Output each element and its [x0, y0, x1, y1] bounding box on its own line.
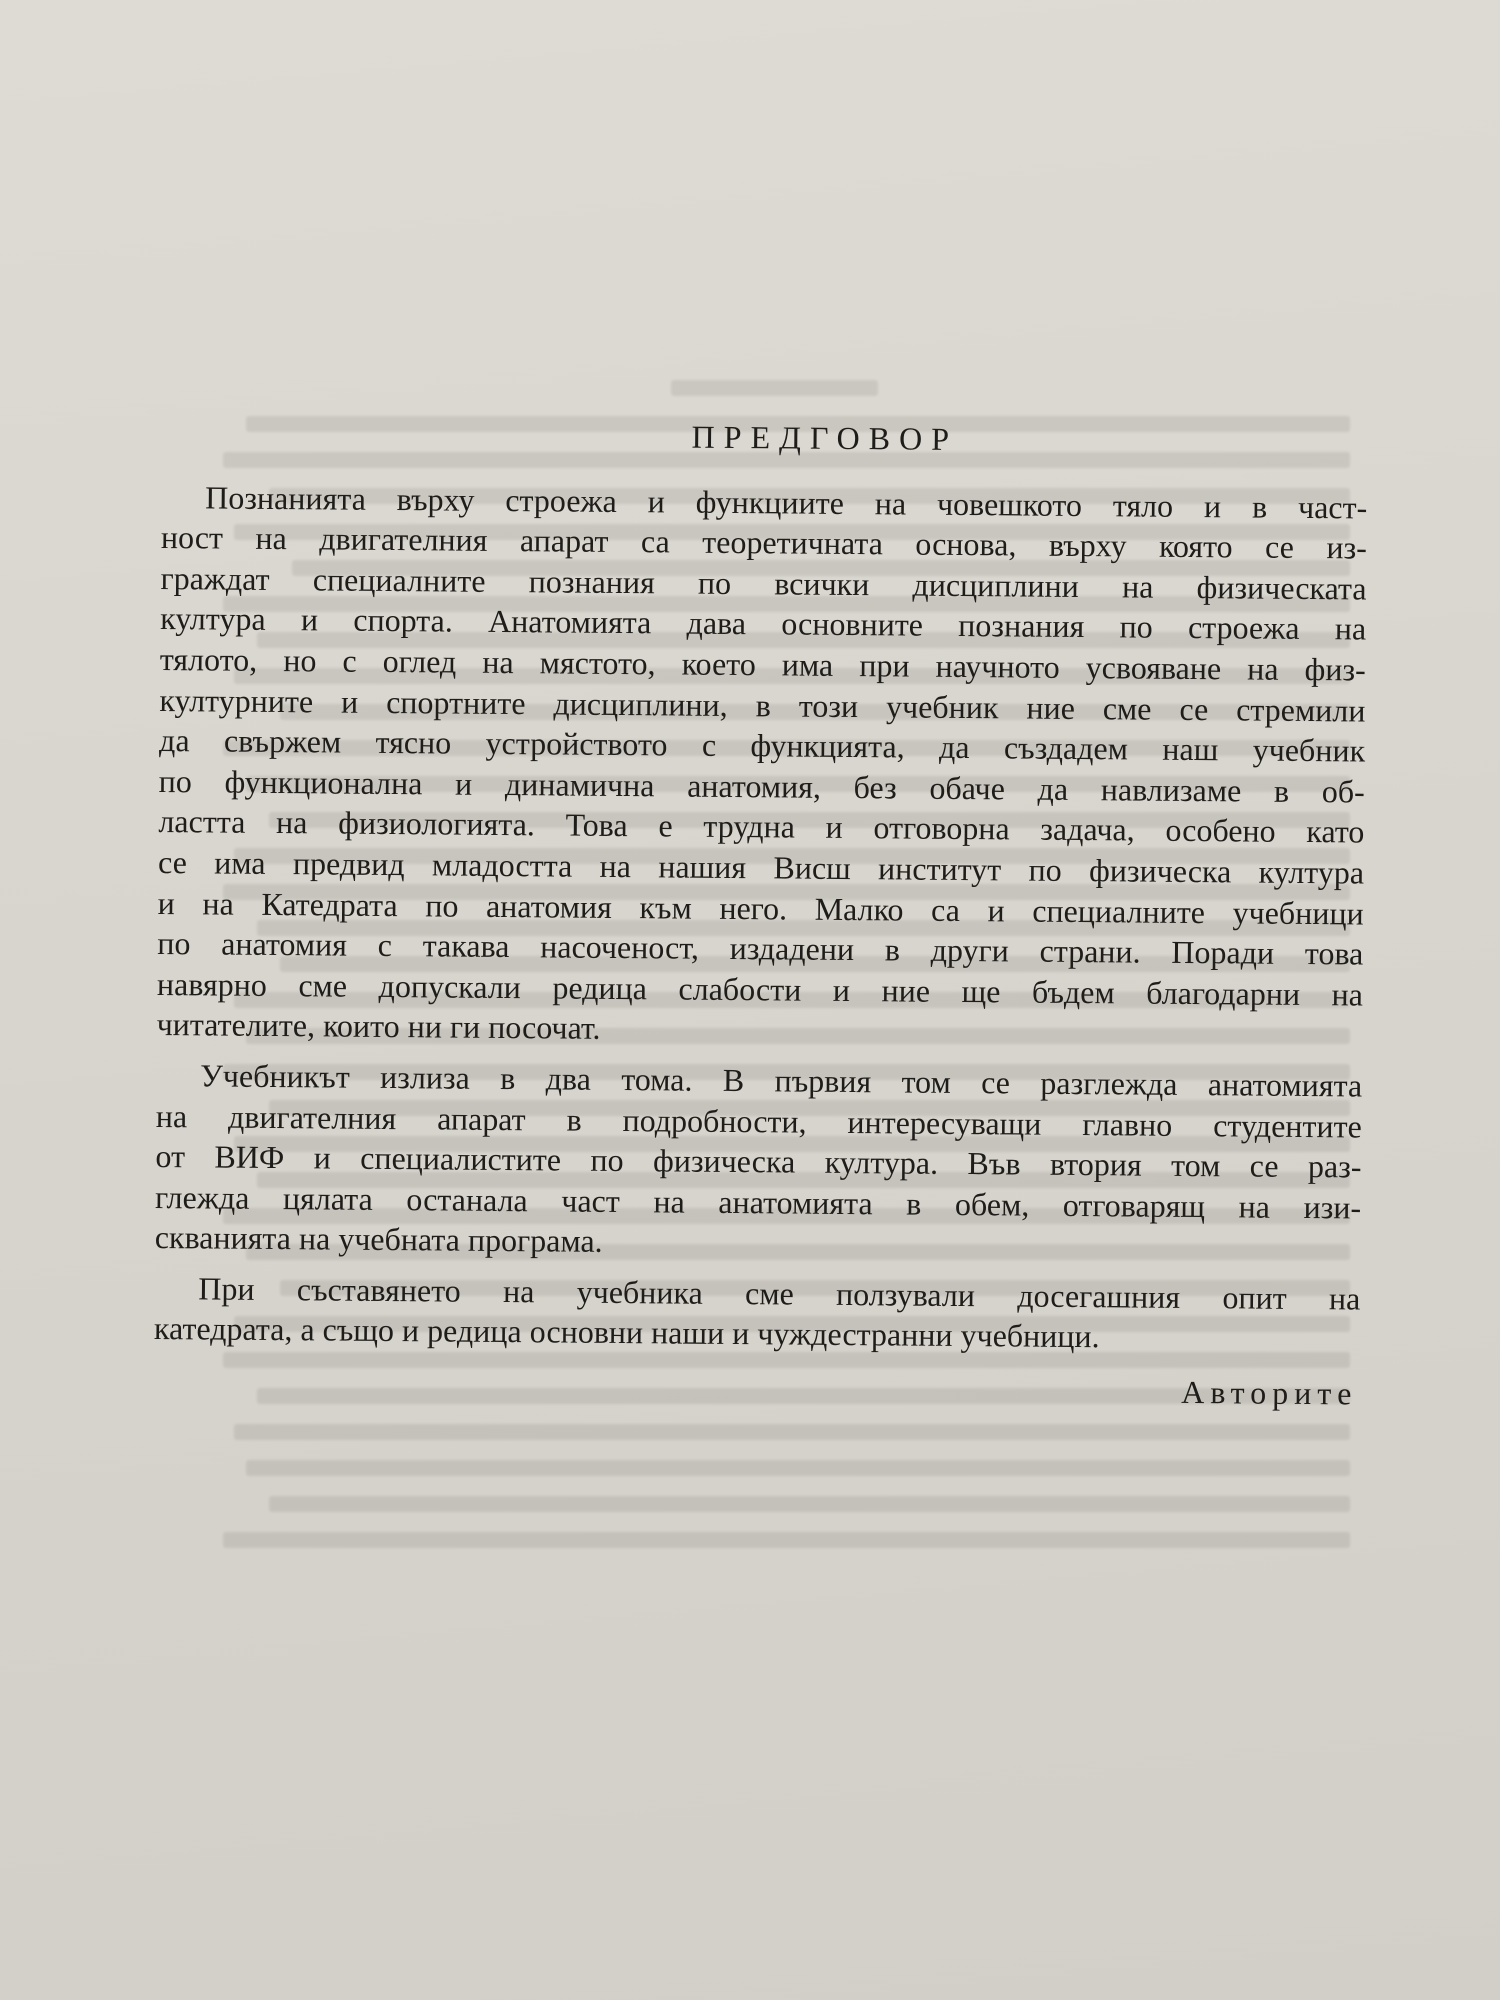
paragraph-2: [155, 1055, 1363, 1268]
text-line: се има предвид младостта на нашия Висш институт по физическа култура: [157, 843, 1365, 891]
text-line: по функционална и динамична анатомия, без обаче да навлизаме в об-: [158, 762, 1365, 810]
paragraph-3: [154, 1268, 1361, 1360]
text-line: културните и спортните дисциплини, в този учебник ние сме се стремили: [159, 681, 1366, 729]
text-line: граждат специалните познания по всички дисциплини на физическата: [160, 559, 1367, 607]
bleed-line: [269, 1496, 1350, 1512]
bleed-line: [235, 1424, 1351, 1440]
text-line: навярно сме допускали редица слабости и ние ще бъдем благодарни на: [156, 965, 1364, 1013]
bleed-line: [246, 1460, 1350, 1476]
signature: Авторите: [1181, 1373, 1358, 1412]
text-line: катедрата, а също и редица основни наши и чуждестранни учебници.: [153, 1310, 1100, 1355]
page-title: ПРЕДГОВОР: [691, 418, 959, 457]
text-line: култура и спорта. Анатомията дава основните познания по строежа на: [160, 600, 1367, 647]
text-line: читателите, които ни ги посочат.: [156, 1006, 601, 1047]
text-line: по анатомия с такава насоченост, издадени в други страни. Поради това: [157, 925, 1364, 972]
text-line: Учебникът излиза в два тома. В първия том се разглежда анатомията: [200, 1057, 1363, 1104]
text-line: При съставянето на учебника сме ползували досегашния опит на: [198, 1270, 1361, 1317]
text-line: Познанията върху строежа и функциите на човешкото тяло и в част-: [205, 478, 1368, 526]
preface-content: [153, 412, 1368, 1414]
text-line: скванията на учебната програма.: [154, 1219, 603, 1260]
text-line: глежда цялата останала част на анатомията в обем, отговарящ на изи-: [154, 1178, 1362, 1226]
bleed-line: [672, 380, 879, 396]
text-line: ластта на физиологията. Това е трудна и отговорна задача, особено като: [158, 803, 1365, 850]
text-line: ност на двигателния апарат са теоретичната основа, върху която се из-: [160, 519, 1368, 566]
text-line: от ВИФ и специалистите по физическа култура. Във втория том се раз-: [155, 1138, 1362, 1185]
text-line: и на Катедрата по анатомия към него. Малко са и специалните учебници: [157, 884, 1364, 932]
paragraph-1: [156, 477, 1367, 1056]
text-line: да свържем тясно устройството с функцията, да създадем наш учебник: [158, 722, 1366, 769]
bleed-line: [223, 1532, 1350, 1548]
text-line: тялото, но с оглед на мястото, което има при научното усвояване на физ-: [159, 640, 1366, 688]
text-line: на двигателния апарат в подробности, интересуващи главно студентите: [155, 1097, 1362, 1144]
